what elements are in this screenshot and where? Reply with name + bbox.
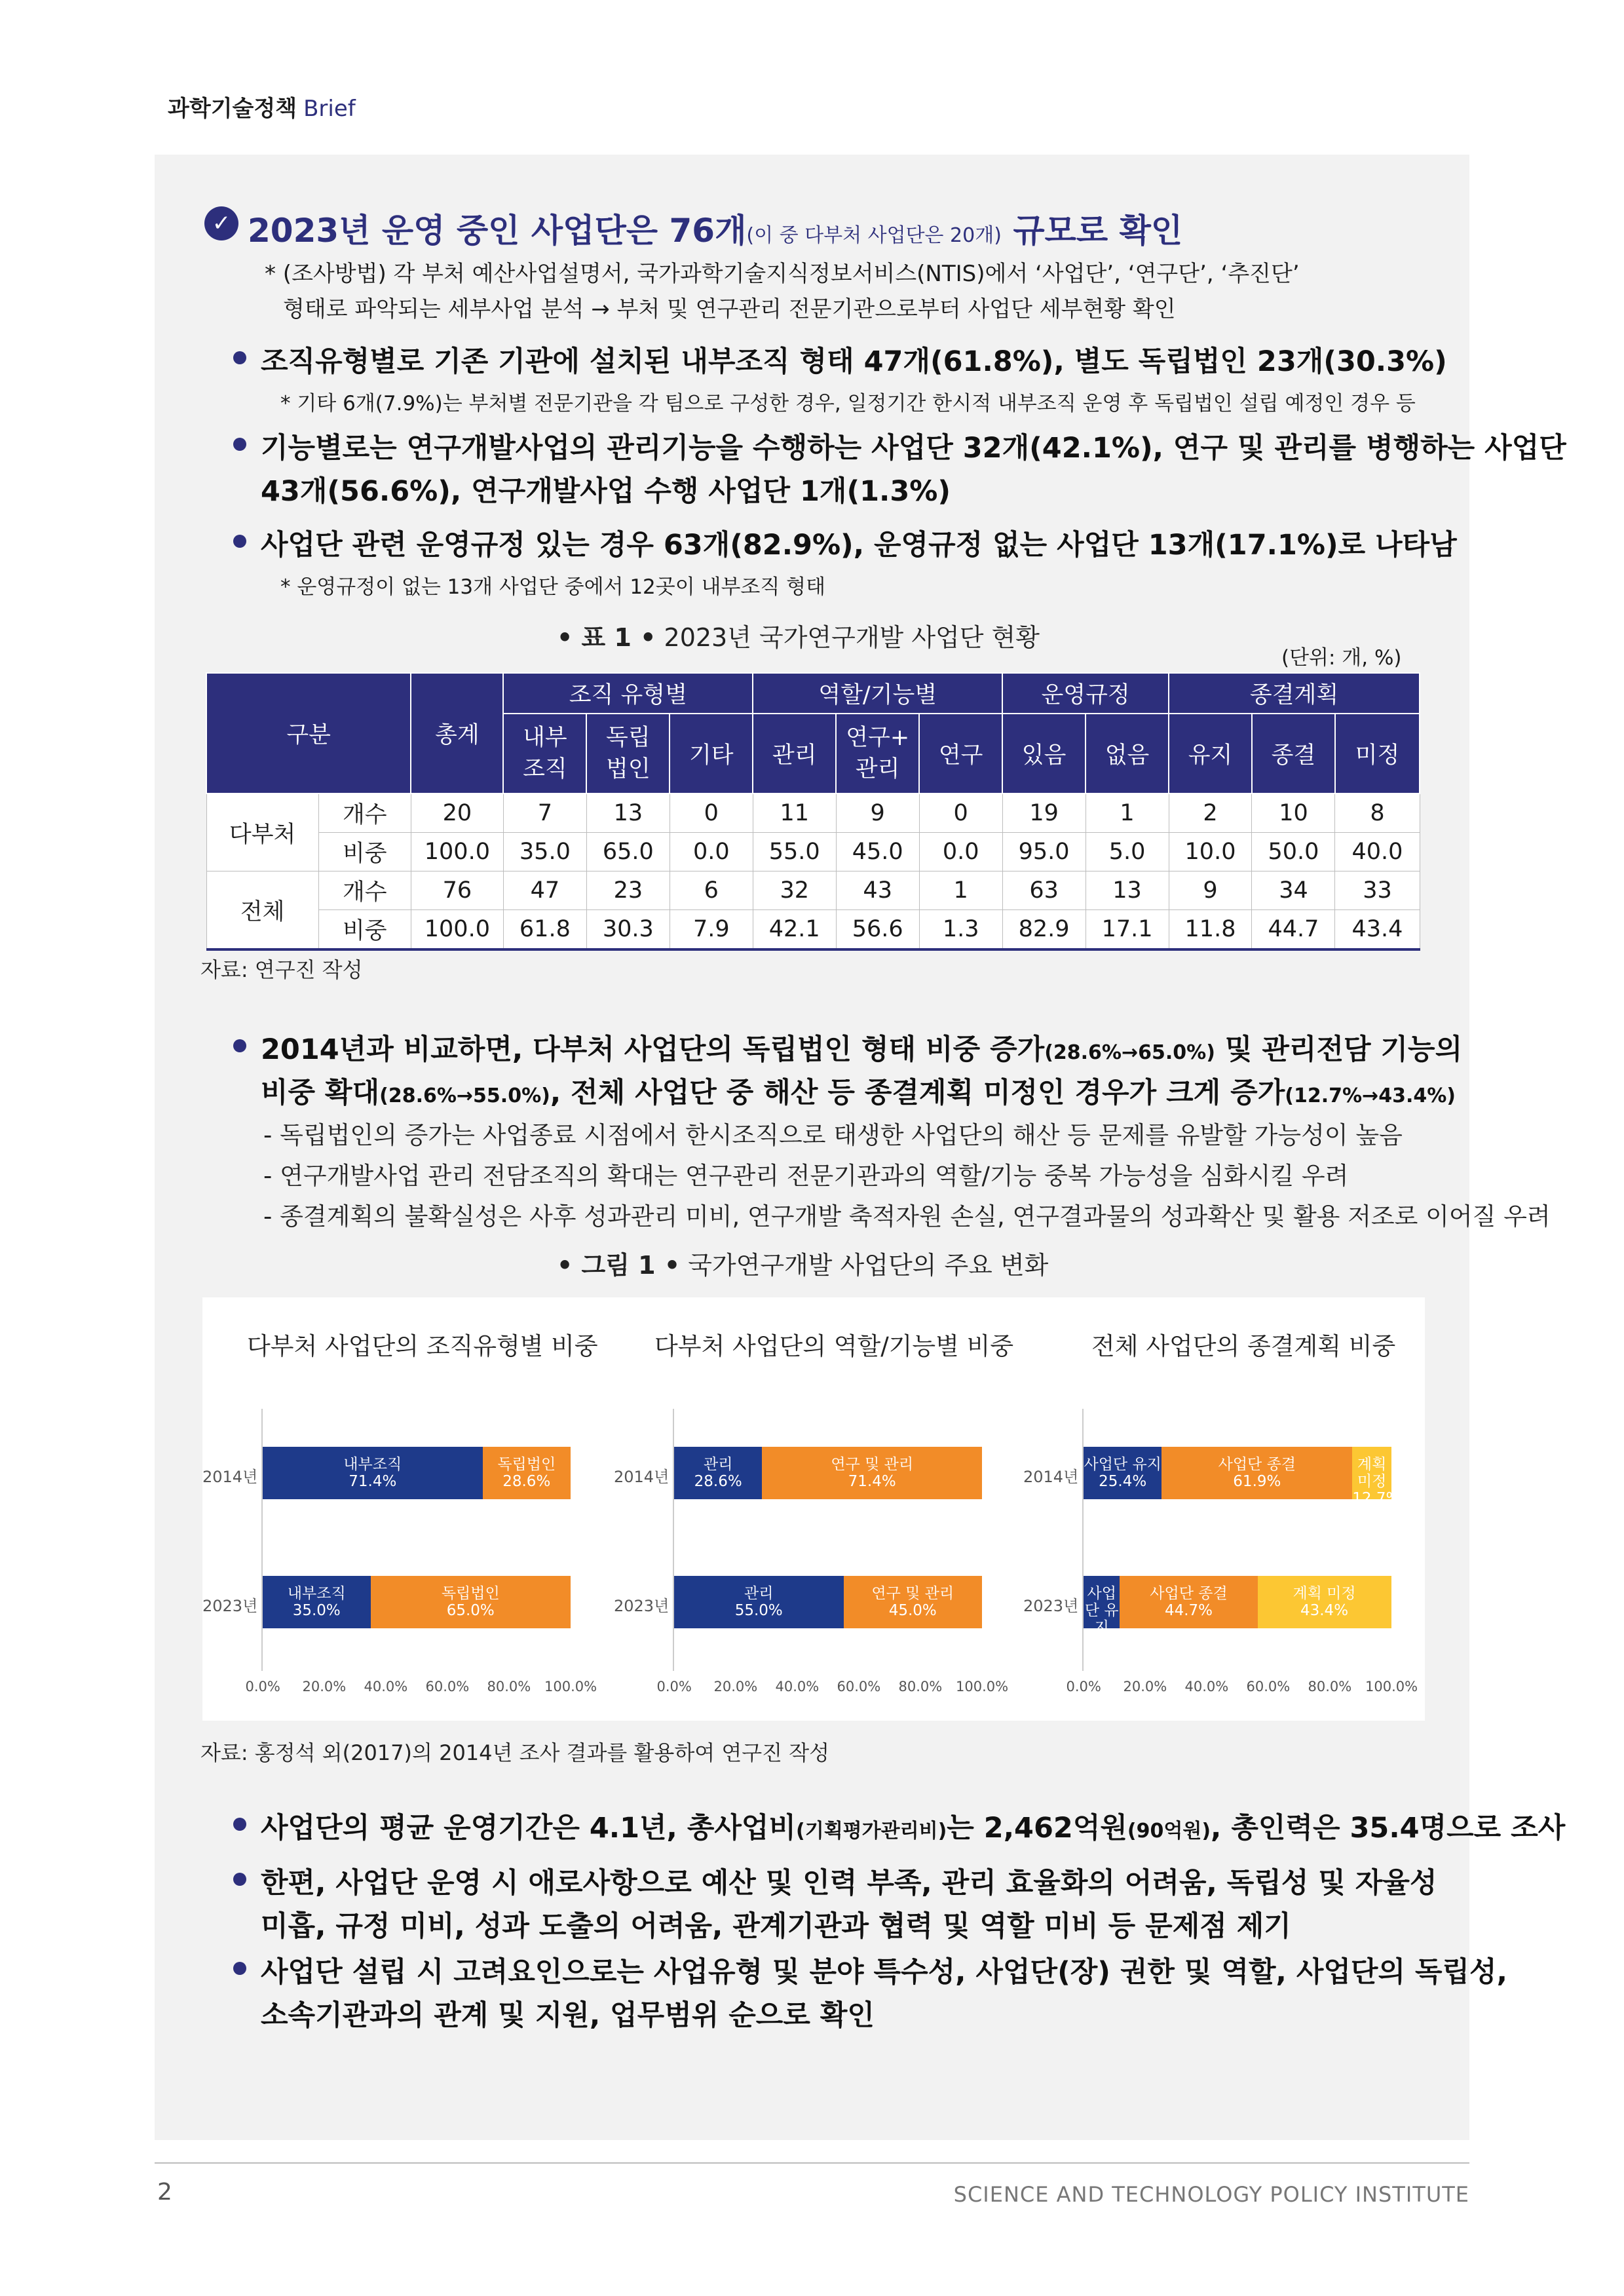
segment-value: 28.6% [502, 1473, 551, 1490]
institute-name: SCIENCE AND TECHNOLOGY POLICY INSTITUTE [953, 2182, 1469, 2207]
bullet-rules-note: * 운영규정이 없는 13개 사업단 중에서 12곳이 내부조직 형태 [280, 575, 826, 599]
bar-segment [263, 1447, 483, 1499]
x-tick-label: 0.0% [1066, 1679, 1101, 1694]
bar-segment [1161, 1447, 1352, 1499]
row-group: 전체 [206, 871, 318, 950]
bar-segment [844, 1576, 983, 1628]
cell: 44.7 [1252, 910, 1335, 950]
bullet-difficulty-line2: 미흡, 규정 미비, 성과 도출의 어려움, 관계기관과 협력 및 역할 미비 등 문제점 제기 [261, 1910, 1291, 1943]
cell: 34 [1252, 871, 1335, 910]
bullet-dot-icon [233, 1039, 246, 1052]
cell: 30.3 [586, 910, 670, 950]
segment-value: 55.0% [734, 1602, 783, 1619]
cell: 35.0 [503, 833, 586, 871]
cell: 19 [1002, 794, 1086, 833]
cell: 47 [503, 871, 586, 910]
segment-name: 관리 [703, 1456, 733, 1473]
x-tick-label: 60.0% [1246, 1679, 1291, 1694]
section-title: 2023년 운영 중인 사업단은 76개(이 중 다부처 사업단은 20개) 규모로 확인 [248, 212, 1183, 250]
sasaeopdan-table [206, 672, 1420, 951]
x-tick-label: 0.0% [245, 1679, 280, 1694]
category-label: 2023년 [614, 1597, 670, 1615]
x-tick-label: 100.0% [1365, 1679, 1418, 1694]
segment-value: 71.4% [349, 1473, 397, 1490]
bar-segment [674, 1576, 844, 1628]
chart-title: 전체 사업단의 종결계획 비중 [1091, 1332, 1396, 1360]
bullet-function-line1: 기능별로는 연구개발사업의 관리기능을 수행하는 사업단 32개(42.1%), 연구 및 관리를 병행하는 사업단 [261, 432, 1566, 465]
header-total: 총계 [411, 673, 503, 794]
bar-segment [1084, 1447, 1161, 1499]
dash-item-1: - 독립법인의 증가는 사업종료 시점에서 한시조직으로 태생한 사업단의 해산 등 문제를 유발할 가능성이 높음 [263, 1121, 1403, 1149]
cell: 5.0 [1086, 833, 1169, 871]
segment-name: 사업단 유지 [1084, 1456, 1161, 1473]
cell: 32 [753, 871, 836, 910]
segment-name: 계획 미정 [1357, 1456, 1387, 1490]
cell: 23 [586, 871, 670, 910]
header-close: 종결 [1252, 714, 1335, 794]
bullet-compare-line2: 비중 확대(28.6%→55.0%), 전체 사업단 중 해산 등 종결계획 미정인 경우가 크게 증가(12.7%→43.4%) [261, 1077, 1456, 1109]
bullet-factors-line2: 소속기관과의 관계 및 지원, 업무범위 순으로 확인 [261, 1999, 875, 2032]
segment-name: 사업단 종결 [1150, 1585, 1228, 1602]
cell: 6 [670, 871, 753, 910]
header-rule-group: 운영규정 [1002, 673, 1169, 714]
header-keep: 유지 [1169, 714, 1252, 794]
category-label: 2014년 [202, 1468, 258, 1486]
segment-name: 연구 및 관리 [831, 1456, 914, 1473]
dash-item-3: - 종결계획의 불확실성은 사후 성과관리 미비, 연구개발 축적자원 손실, 연구결과물의 성과확산 및 활용 저조로 이어질 우려 [263, 1202, 1551, 1231]
segment-name: 내부조직 [287, 1585, 346, 1602]
chart-title: 다부처 사업단의 조직유형별 비중 [247, 1332, 598, 1360]
cell: 61.8 [503, 910, 586, 950]
cell: 65.0 [586, 833, 670, 871]
dash-item-2: - 연구개발사업 관리 전담조직의 확대는 연구관리 전문기관과의 역할/기능 중복 가능성을 심화시킬 우려 [263, 1162, 1349, 1190]
cell: 40.0 [1335, 833, 1420, 871]
segment-value: 28.6% [694, 1473, 742, 1490]
category-label: 2014년 [614, 1468, 670, 1486]
x-tick-label: 80.0% [1308, 1679, 1352, 1694]
footer-divider [155, 2162, 1469, 2164]
header-no: 없음 [1086, 714, 1169, 794]
row-type: 비중 [318, 910, 411, 950]
header-etc: 기타 [670, 714, 753, 794]
header-end-group: 종결계획 [1169, 673, 1420, 714]
header-rnm: 연구+ 관리 [836, 714, 919, 794]
cell: 0.0 [670, 833, 753, 871]
x-tick-label: 40.0% [364, 1679, 408, 1694]
bullet-function-line2: 43개(56.6%), 연구개발사업 수행 사업단 1개(1.3%) [261, 475, 951, 508]
header-undec: 미정 [1335, 714, 1420, 794]
segment-value: 44.7% [1164, 1602, 1213, 1619]
cell: 63 [1002, 871, 1086, 910]
cell: 13 [1086, 871, 1169, 910]
cell: 7.9 [670, 910, 753, 950]
page-number: 2 [157, 2179, 172, 2206]
cell: 20 [411, 794, 503, 833]
check-circle-icon: ✓ [204, 206, 238, 240]
bullet-factors-line1: 사업단 설립 시 고려요인으로는 사업유형 및 분야 특수성, 사업단(장) 권한 및 역할, 사업단의 독립성, [261, 1956, 1507, 1989]
cell: 50.0 [1252, 833, 1335, 871]
bullet-dot-icon [233, 1818, 246, 1831]
stacked-bar [263, 1576, 571, 1628]
cell: 42.1 [753, 910, 836, 950]
stacked-bar [1084, 1576, 1391, 1653]
cell: 17.1 [1086, 910, 1169, 950]
bullet-org-type-note: * 기타 6개(7.9%)는 부처별 전문기관을 각 팀으로 구성한 경우, 일정기간 한시적 내부조직 운영 후 독립법인 설립 예정인 경우 등 [280, 392, 1416, 415]
category-label: 2014년 [1023, 1468, 1079, 1486]
segment-name: 독립법인 [441, 1585, 500, 1602]
row-type: 개수 [318, 871, 411, 910]
x-tick-label: 60.0% [837, 1679, 881, 1694]
cell: 100.0 [411, 833, 503, 871]
x-tick-label: 100.0% [544, 1679, 597, 1694]
row-group: 다부처 [206, 794, 318, 871]
bullet-dot-icon [233, 535, 246, 548]
bullet-dot-icon [233, 438, 246, 451]
cell: 13 [586, 794, 670, 833]
category-label: 2023년 [1023, 1597, 1079, 1615]
stacked-bar [1084, 1447, 1401, 1507]
x-tick-label: 40.0% [775, 1679, 820, 1694]
figure-panel [202, 1297, 1425, 1721]
bullet-org-type: 조직유형별로 기존 기관에 설치된 내부조직 형태 47개(61.8%), 별도 독립법인 23개(30.3%) [261, 345, 1447, 378]
bullet-dot-icon [233, 351, 246, 364]
cell: 2 [1169, 794, 1252, 833]
header-mgmt: 관리 [753, 714, 836, 794]
cell: 76 [411, 871, 503, 910]
cell: 95.0 [1002, 833, 1086, 871]
bar-segment [483, 1447, 571, 1499]
x-tick-label: 60.0% [425, 1679, 470, 1694]
stacked-bar [674, 1576, 982, 1628]
x-tick-label: 20.0% [1123, 1679, 1167, 1694]
bullet-difficulty-line1: 한편, 사업단 운영 시 애로사항으로 예산 및 인력 부족, 관리 효율화의 어려움, 독립성 및 자율성 [261, 1867, 1437, 1900]
stacked-bar [674, 1447, 982, 1499]
segment-value: 11.8% [1084, 1636, 1132, 1653]
header-gubun: 구분 [206, 673, 411, 794]
bullet-period: 사업단의 평균 운영기간은 4.1년, 총사업비(기획평가관리비)는 2,462억원(90억원), 총인력은 35.4명으로 조사 [261, 1812, 1566, 1845]
section-note-1: * (조사방법) 각 부처 예산사업설명서, 국가과학기술지식정보서비스(NTIS)에서 ‘사업단’, ‘연구단’, ‘추진단’ [265, 261, 1300, 287]
bar-segment [1258, 1576, 1391, 1628]
x-tick-label: 20.0% [713, 1679, 758, 1694]
segment-name: 계획 미정 [1293, 1585, 1356, 1602]
segment-name: 내부조직 [343, 1456, 402, 1473]
cell: 100.0 [411, 910, 503, 950]
bullet-dot-icon [233, 1873, 246, 1886]
cell: 11 [753, 794, 836, 833]
cell: 0 [670, 794, 753, 833]
segment-name: 독립법인 [497, 1456, 556, 1473]
bar-segment [674, 1447, 762, 1499]
chart-title: 다부처 사업단의 역할/기능별 비중 [654, 1332, 1014, 1360]
cell: 55.0 [753, 833, 836, 871]
x-tick-label: 0.0% [656, 1679, 692, 1694]
header-internal: 내부 조직 [503, 714, 586, 794]
header-title: 과학기술정책 Brief [168, 96, 356, 122]
segment-value: 45.0% [888, 1602, 937, 1619]
bar-segment [371, 1576, 571, 1628]
bullet-rules: 사업단 관련 운영규정 있는 경우 63개(82.9%), 운영규정 없는 사업단 13개(17.1%)로 나타남 [261, 529, 1457, 562]
segment-value: 25.4% [1099, 1473, 1147, 1490]
segment-value: 43.4% [1300, 1602, 1349, 1619]
cell: 82.9 [1002, 910, 1086, 950]
cell: 11.8 [1169, 910, 1252, 950]
x-tick-label: 80.0% [487, 1679, 531, 1694]
section-note-2: 형태로 파악되는 세부사업 분석 → 부처 및 연구관리 전문기관으로부터 사업단 세부현황 확인 [283, 296, 1176, 322]
x-tick-label: 20.0% [302, 1679, 347, 1694]
cell: 0.0 [919, 833, 1002, 871]
bullet-dot-icon [233, 1962, 246, 1975]
x-tick-label: 80.0% [898, 1679, 943, 1694]
header-res: 연구 [919, 714, 1002, 794]
segment-value: 61.9% [1233, 1473, 1281, 1490]
cell: 33 [1335, 871, 1420, 910]
header-role-group: 역할/기능별 [753, 673, 1002, 714]
cell: 10.0 [1169, 833, 1252, 871]
header-yes: 있음 [1002, 714, 1086, 794]
cell: 9 [836, 794, 919, 833]
segment-name: 연구 및 관리 [871, 1585, 954, 1602]
segment-value: 71.4% [848, 1473, 896, 1490]
cell: 1 [1086, 794, 1169, 833]
figure-source: 자료: 홍정석 외(2017)의 2014년 조사 결과를 활용하여 연구진 작성 [200, 1740, 830, 1765]
row-type: 비중 [318, 833, 411, 871]
segment-name: 사업단 유지 [1084, 1585, 1119, 1636]
cell: 43.4 [1335, 910, 1420, 950]
x-tick-label: 40.0% [1184, 1679, 1229, 1694]
segment-name: 관리 [744, 1585, 774, 1602]
table-source: 자료: 연구진 작성 [200, 957, 363, 982]
segment-name: 사업단 종결 [1218, 1456, 1296, 1473]
cell: 9 [1169, 871, 1252, 910]
cell: 8 [1335, 794, 1420, 833]
segment-value: 12.7% [1352, 1490, 1401, 1507]
cell: 43 [836, 871, 919, 910]
bar-segment [263, 1576, 371, 1628]
table-unit: (단위: 개, %) [1281, 646, 1402, 670]
segment-value: 35.0% [292, 1602, 341, 1619]
x-tick-label: 100.0% [956, 1679, 1009, 1694]
cell: 7 [503, 794, 586, 833]
figure-caption: • 그림 1 • 국가연구개발 사업단의 주요 변화 [557, 1251, 1049, 1280]
table-row [206, 833, 1420, 871]
table-caption: • 표 1 • 2023년 국가연구개발 사업단 현황 [557, 623, 1040, 652]
row-type: 개수 [318, 794, 411, 833]
bullet-compare-line1: 2014년과 비교하면, 다부처 사업단의 독립법인 형태 비중 증가(28.6%→65.0%) 및 관리전담 기능의 [261, 1033, 1463, 1066]
bar-segment [1084, 1576, 1132, 1653]
cell: 1.3 [919, 910, 1002, 950]
table-row [206, 871, 1420, 910]
stacked-bar [263, 1447, 571, 1499]
cell: 10 [1252, 794, 1335, 833]
segment-value: 65.0% [446, 1602, 495, 1619]
table-row [206, 910, 1420, 950]
cell: 0 [919, 794, 1002, 833]
table-row [206, 794, 1420, 833]
header-indep: 독립 법인 [586, 714, 670, 794]
cell: 45.0 [836, 833, 919, 871]
cell: 1 [919, 871, 1002, 910]
cell: 56.6 [836, 910, 919, 950]
bar-segment [1120, 1576, 1257, 1628]
bar-segment [1352, 1447, 1401, 1507]
bar-segment [762, 1447, 982, 1499]
category-label: 2023년 [202, 1597, 258, 1615]
header-org-group: 조직 유형별 [503, 673, 753, 714]
